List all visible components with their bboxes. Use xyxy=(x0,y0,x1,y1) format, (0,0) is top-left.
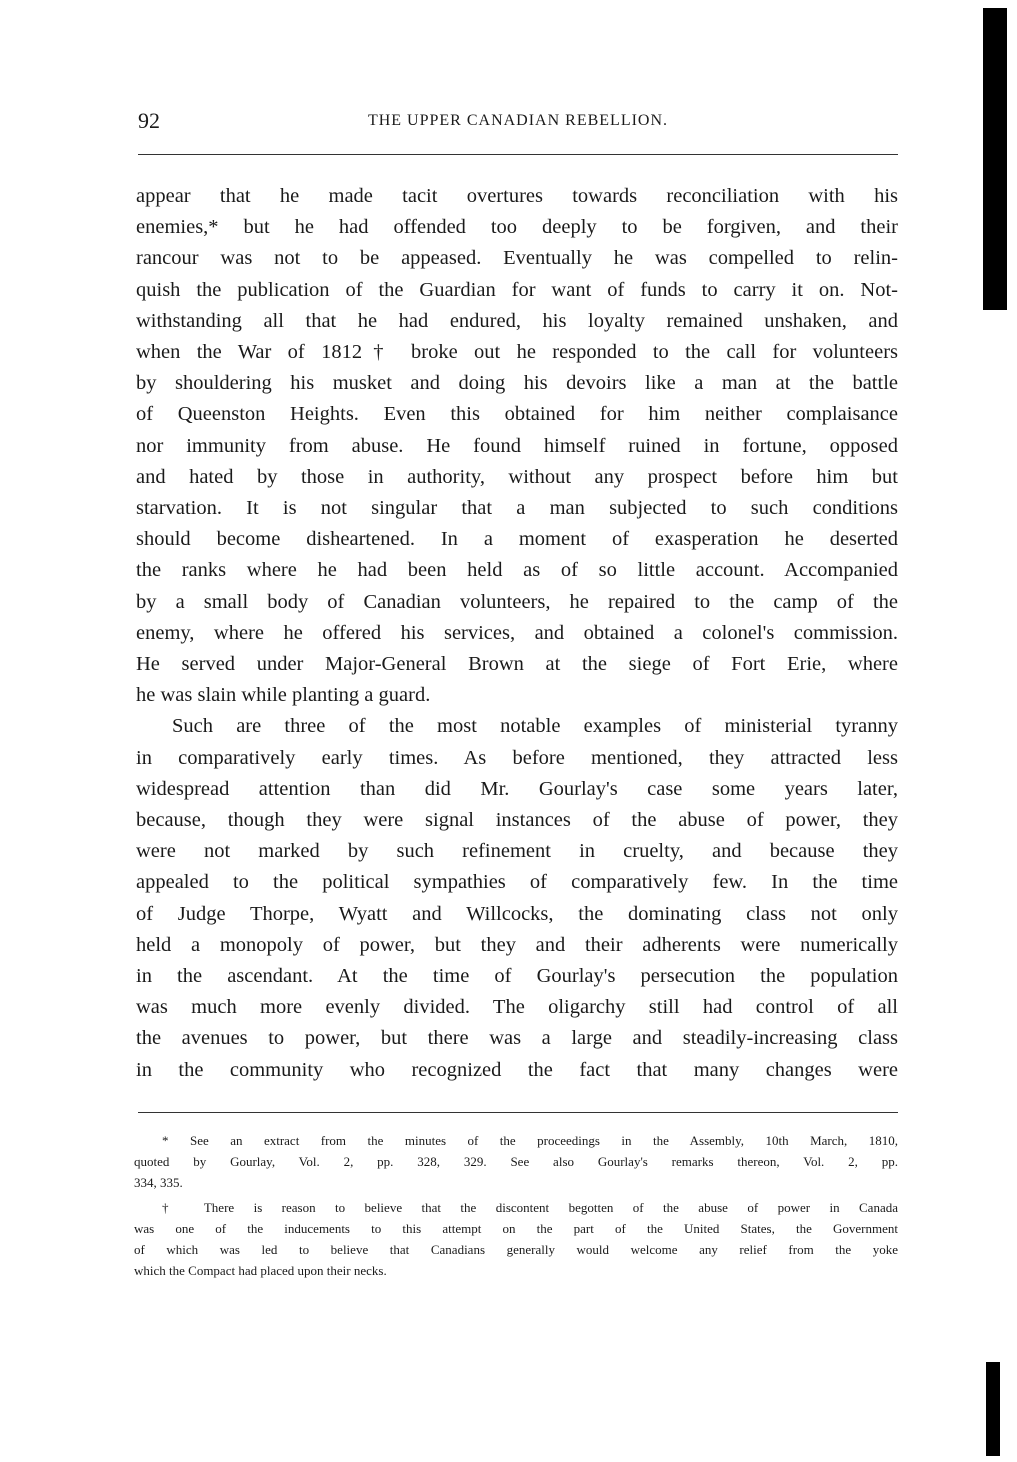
scan-edge-mark xyxy=(986,1362,1000,1456)
text-line: in the community who recognized the fact that many changes were xyxy=(136,1058,898,1081)
footnote-line: which the Compact had placed upon their necks. xyxy=(134,1263,387,1278)
page-header xyxy=(138,108,898,138)
page-number: 92 xyxy=(138,108,160,133)
text-line: appealed to the political sympathies of comparatively few. In the time xyxy=(136,871,898,894)
body-text xyxy=(136,181,898,1086)
text-line: should become disheartened. In a moment of exasperation he deserted xyxy=(136,528,898,551)
running-title: THE UPPER CANADIAN REBELLION. xyxy=(367,112,669,129)
text-line: by a small body of Canadian volunteers, he repaired to the camp of the xyxy=(136,590,898,613)
text-line: was much more evenly divided. The oligarchy still had control of all xyxy=(136,996,898,1019)
footnote-rule xyxy=(138,1112,898,1113)
footnote-line: 334, 335. xyxy=(134,1175,183,1190)
text-line: the avenues to power, but there was a large and steadily-increasing class xyxy=(136,1027,898,1050)
footnote-line: quoted by Gourlay, Vol. 2, pp. 328, 329. See also Gourlay's remarks thereon, Vol. 2, pp. xyxy=(134,1154,898,1169)
text-line: appear that he made tacit overtures towards reconciliation with his xyxy=(136,185,898,207)
footnotes xyxy=(134,1130,898,1281)
text-line: were not marked by such refinement in cruelty, and because they xyxy=(136,840,898,863)
text-line: of Judge Thorpe, Wyatt and Willcocks, the dominating class not only xyxy=(136,902,898,925)
header-rule xyxy=(138,154,898,155)
text-line: starvation. It is not singular that a man subjected to such conditions xyxy=(136,497,898,520)
text-line: nor immunity from abuse. He found himself ruined in fortune, opposed xyxy=(136,434,898,457)
text-line: when the War of 1812† broke out he responded to the call for volunteers xyxy=(136,341,898,364)
text-line: of Queenston Heights. Even this obtained for him neither complaisance xyxy=(136,403,898,426)
text-line: the ranks where he had been held as of so little account. Accompanied xyxy=(136,559,898,582)
scan-edge-mark xyxy=(983,8,1007,310)
text-line: Such are three of the most notable examples of ministerial tyranny xyxy=(172,715,898,738)
text-line: withstanding all that he had endured, his loyalty remained unshaken, and xyxy=(136,309,898,332)
text-line: in the ascendant. At the time of Gourlay's persecution the population xyxy=(136,965,898,988)
text-line: and hated by those in authority, without any prospect before him but xyxy=(136,465,898,488)
text-line: in comparatively early times. As before mentioned, they attracted less xyxy=(136,746,898,769)
footnote-line: † There is reason to believe that the discontent begotten of the abuse of power in Canada xyxy=(162,1200,898,1215)
text-line: he was slain while planting a guard. xyxy=(136,684,431,707)
text-line: rancour was not to be appeased. Eventually he was compelled to relin- xyxy=(136,247,898,270)
text-line: enemy, where he offered his services, and obtained a colonel's commission. xyxy=(136,621,898,644)
footnote-line: was one of the inducements to this attempt on the part of the United States, the Government xyxy=(134,1221,898,1236)
text-line: by shouldering his musket and doing his devoirs like a man at the battle xyxy=(136,372,898,395)
text-line: enemies,* but he had offended too deeply to be forgiven, and their xyxy=(136,216,898,239)
text-line: quish the publication of the Guardian for want of funds to carry it on. Not- xyxy=(136,278,898,301)
text-line: because, though they were signal instances of the abuse of power, they xyxy=(136,809,898,832)
text-line: He served under Major-General Brown at the siege of Fort Erie, where xyxy=(136,653,898,676)
footnote-line: of which was led to believe that Canadians generally would welcome any relief from the yoke xyxy=(134,1242,898,1257)
footnote-line: * See an extract from the minutes of the proceedings in the Assembly, 10th March, 1810, xyxy=(162,1133,898,1148)
text-line: widespread attention than did Mr. Gourlay's case some years later, xyxy=(136,777,898,800)
text-line: held a monopoly of power, but they and their adherents were numerically xyxy=(136,933,898,956)
